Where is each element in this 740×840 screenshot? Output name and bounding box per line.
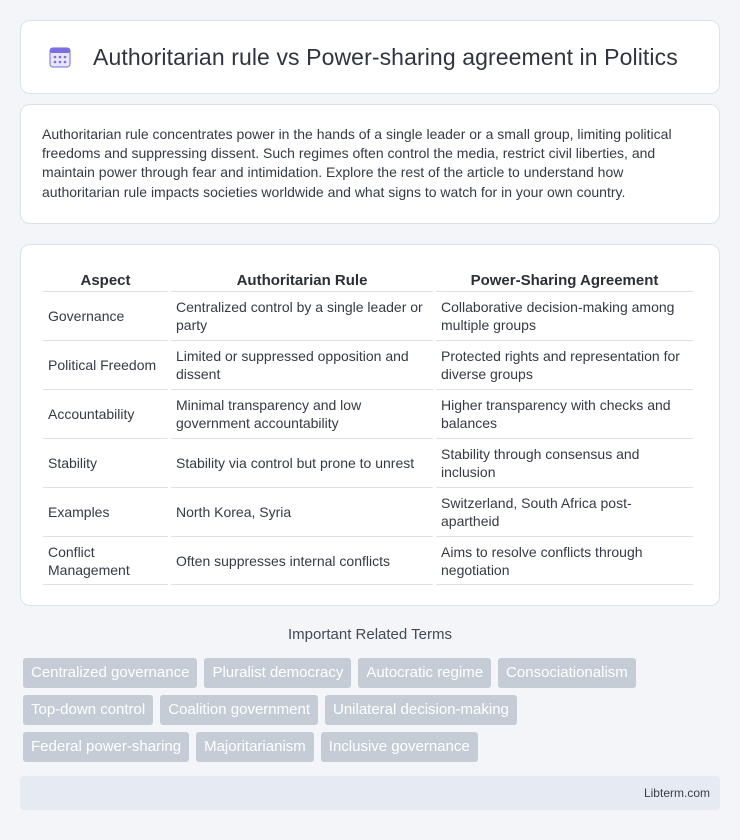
footer-site-link[interactable]: Libterm.com	[643, 786, 710, 800]
table-header-row	[43, 265, 693, 291]
intro-card	[20, 104, 720, 224]
cell-power-sharing: Stability through consensus and inclusion	[436, 438, 693, 487]
related-terms-heading: Important Related Terms	[288, 626, 452, 643]
table-row	[43, 291, 693, 340]
intro-paragraph: Authoritarian rule concentrates power in the hands of a single leader or a small group, limiting political freedoms and suppressing dissent. Such regimes often control the media, restrict civil liberties, and maintain power through fear and intimidation. Explore the rest of the article to understand how authoritarian rule impacts societies worldwide and what signs to watch for in your own country.	[42, 126, 672, 200]
cell-aspect: Political Freedom	[43, 340, 168, 389]
cell-authoritarian: Centralized control by a single leader or party	[171, 291, 433, 340]
cell-power-sharing: Aims to resolve conflicts through negotiation	[436, 536, 693, 585]
cell-aspect: Conflict Management	[43, 536, 168, 585]
header-aspect: Aspect	[80, 271, 131, 289]
table-row	[43, 536, 693, 585]
cell-power-sharing: Switzerland, South Africa post-apartheid	[436, 487, 693, 536]
table-row	[43, 487, 693, 536]
cell-aspect: Governance	[43, 291, 168, 340]
tag-consociationalism[interactable]: Consociationalism	[498, 658, 636, 688]
cell-authoritarian: Stability via control but prone to unrest	[171, 438, 433, 487]
tag-unilateral-decision-making[interactable]: Unilateral decision-making	[325, 695, 517, 725]
cell-authoritarian: Often suppresses internal conflicts	[171, 536, 433, 585]
header-authoritarian-rule: Authoritarian Rule	[236, 271, 368, 289]
tag-pluralist-democracy[interactable]: Pluralist democracy	[204, 658, 351, 688]
comparison-table-card	[20, 244, 720, 606]
cell-power-sharing: Collaborative decision-making among multiple groups	[436, 291, 693, 340]
tag-federal-power-sharing[interactable]: Federal power-sharing	[23, 732, 189, 762]
cell-aspect: Examples	[43, 487, 168, 536]
tag-row	[23, 658, 723, 688]
table-row	[43, 438, 693, 487]
cell-aspect: Accountability	[43, 389, 168, 438]
tag-coalition-government[interactable]: Coalition government	[160, 695, 318, 725]
table-row	[43, 340, 693, 389]
comparison-table	[40, 265, 696, 585]
table-row	[43, 389, 693, 438]
tag-row	[23, 732, 723, 762]
tag-majoritarianism[interactable]: Majoritarianism	[196, 732, 314, 762]
page-title: Authoritarian rule vs Power-sharing agreement in Politics	[93, 43, 678, 70]
cell-power-sharing: Higher transparency with checks and balances	[436, 389, 693, 438]
cell-authoritarian: Limited or suppressed opposition and dissent	[171, 340, 433, 389]
cell-power-sharing: Protected rights and representation for diverse groups	[436, 340, 693, 389]
cell-aspect: Stability	[43, 438, 168, 487]
header-power-sharing: Power-Sharing Agreement	[470, 271, 659, 289]
tag-top-down-control[interactable]: Top-down control	[23, 695, 153, 725]
title-card	[20, 20, 720, 94]
footer	[20, 776, 720, 810]
tag-inclusive-governance[interactable]: Inclusive governance	[321, 732, 478, 762]
related-terms-tags	[23, 658, 723, 769]
calendar-icon	[47, 44, 73, 70]
cell-authoritarian: Minimal transparency and low government accountability	[171, 389, 433, 438]
tag-row	[23, 695, 723, 725]
cell-authoritarian: North Korea, Syria	[171, 487, 433, 536]
tag-centralized-governance[interactable]: Centralized governance	[23, 658, 197, 688]
tag-autocratic-regime[interactable]: Autocratic regime	[358, 658, 491, 688]
